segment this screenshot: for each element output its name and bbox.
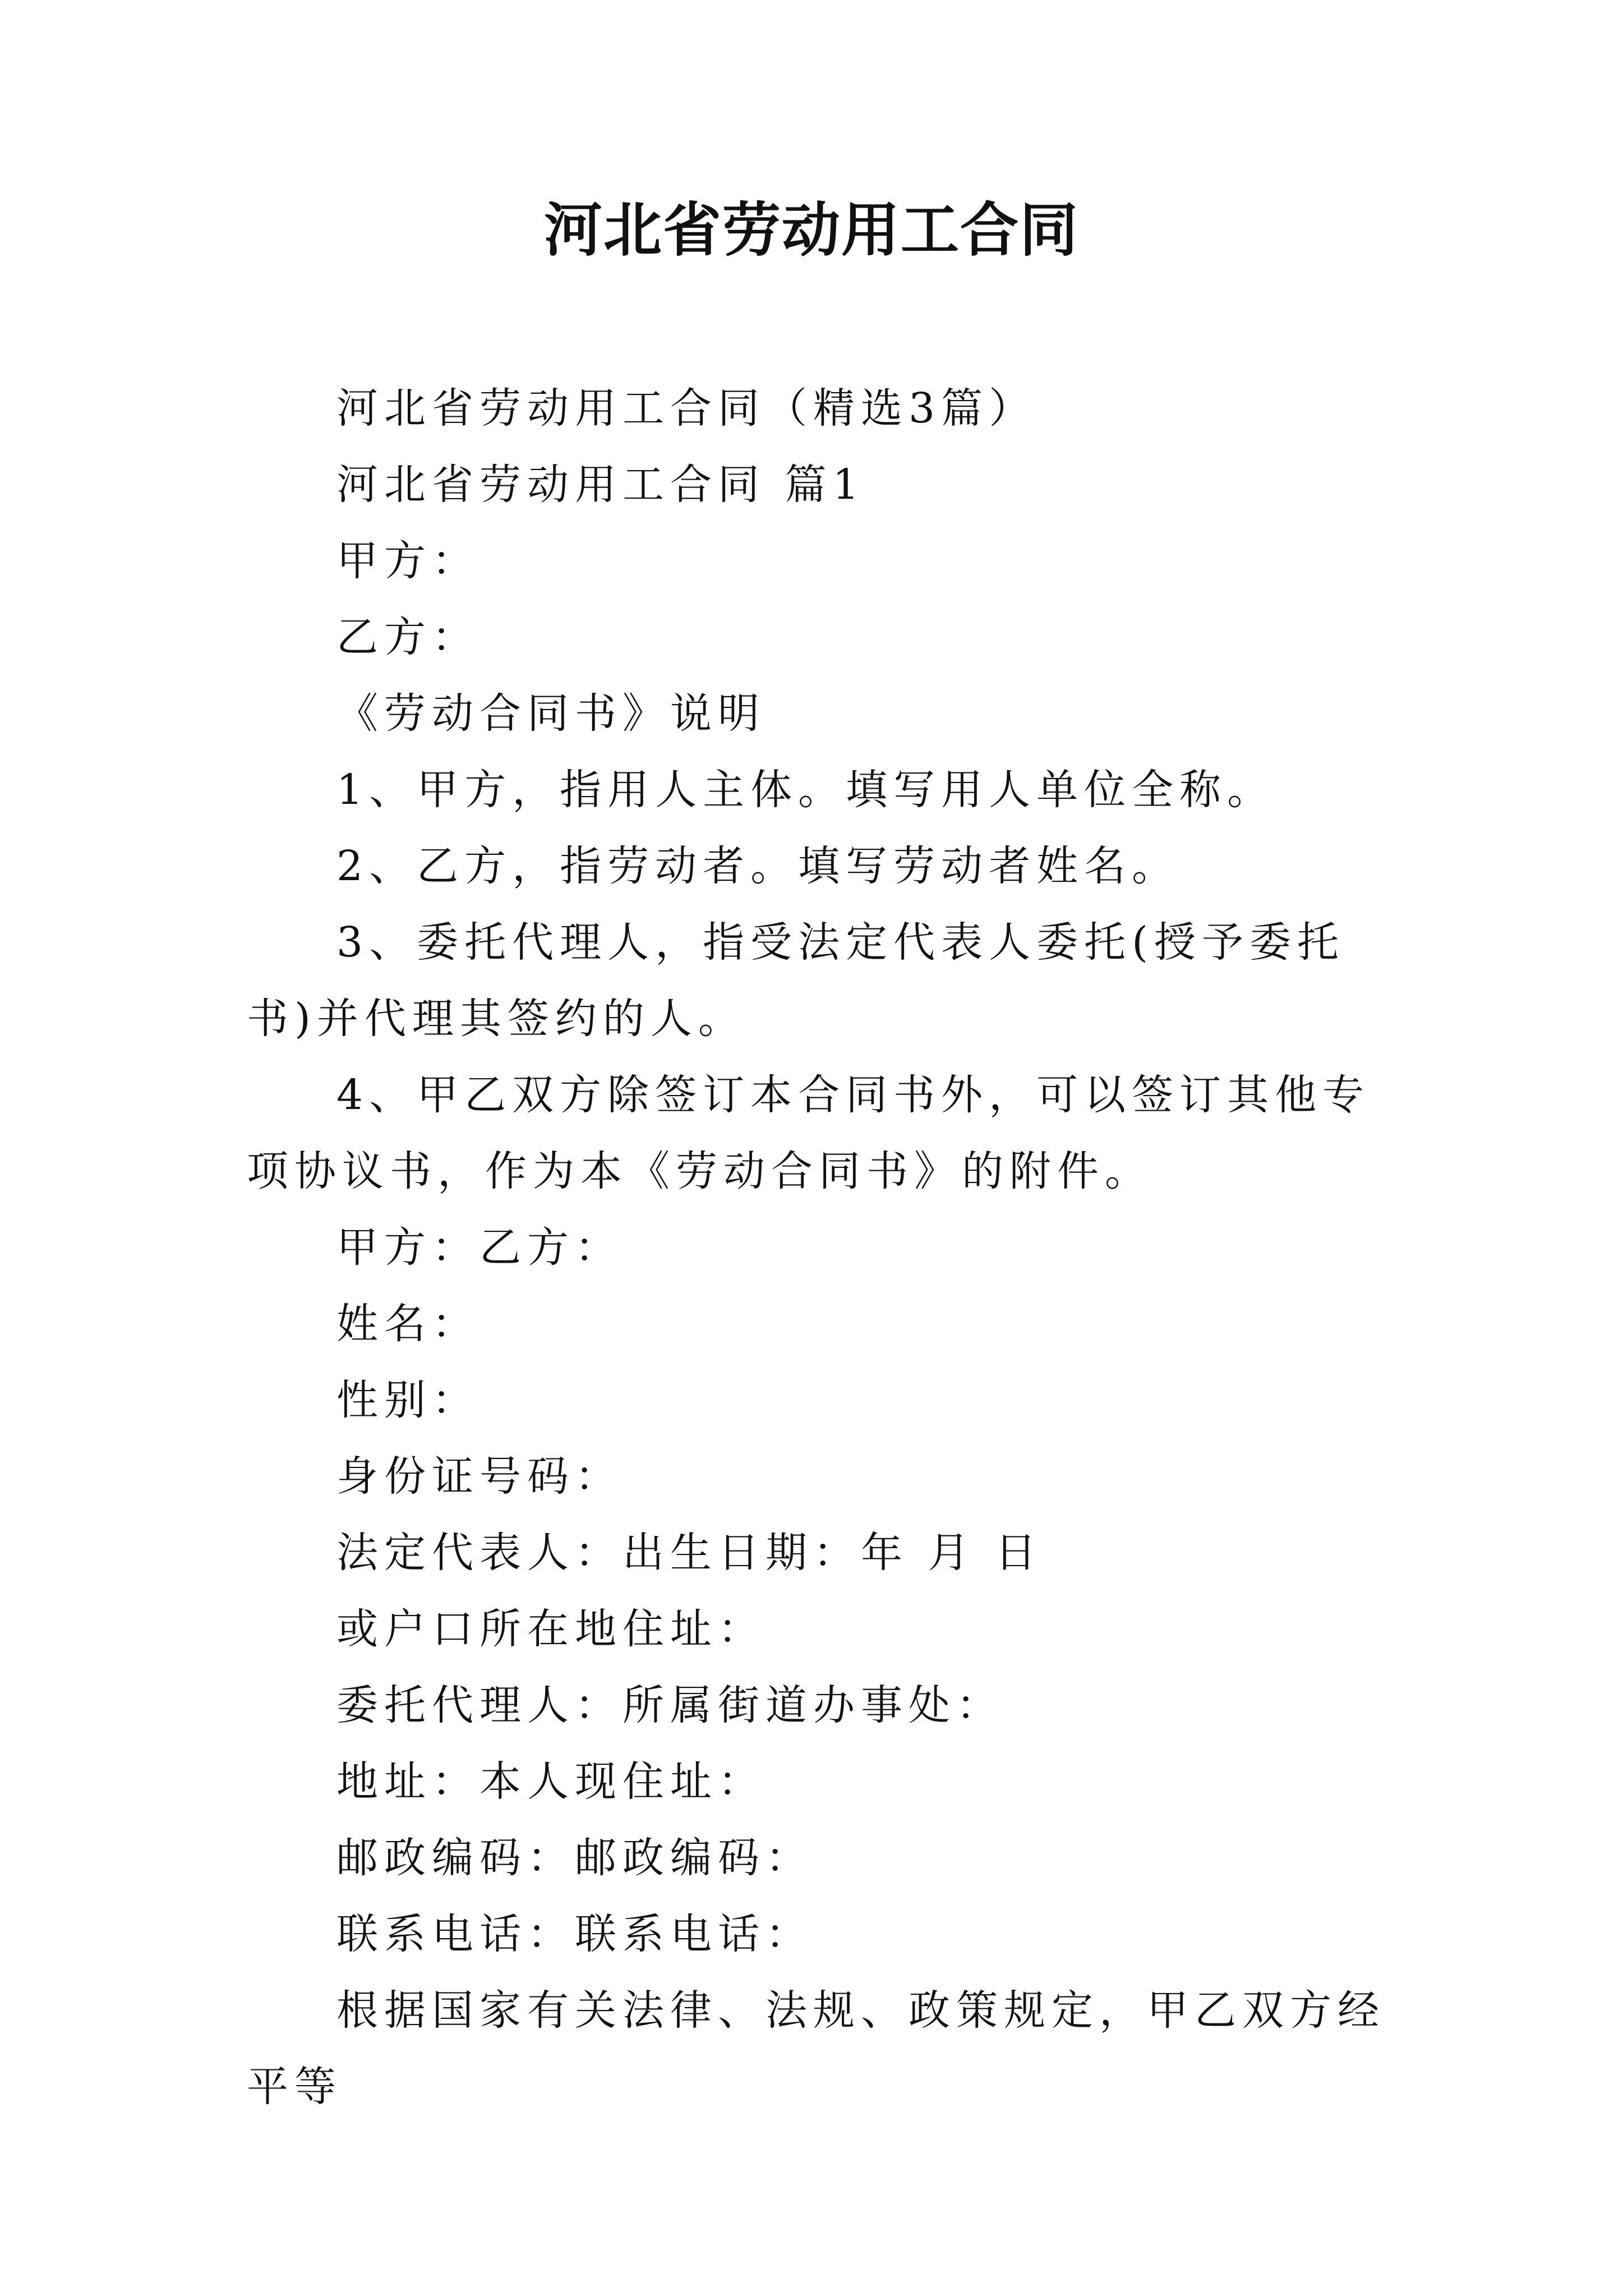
paragraph-party-b: 乙方： <box>336 613 479 661</box>
paragraph-note-2: 2、乙方，指劳动者。填写劳动者姓名。 <box>336 842 1180 890</box>
document-title: 河北省劳动用工合同 <box>543 195 1079 264</box>
paragraph-note-4: 4、甲乙双方除签订本合同书外，可以签订其他专项协议书，作为本《劳动合同书》的附件。 <box>247 1071 1371 1195</box>
paragraph-name: 姓名： <box>336 1300 479 1348</box>
paragraph-subtitle: 河北省劳动用工合同（精选3篇） <box>336 384 1037 432</box>
paragraph-id-number: 身份证号码： <box>336 1452 623 1501</box>
paragraph-explanation-heading: 《劳动合同书》说明 <box>336 689 766 738</box>
paragraph-basis: 根据国家有关法律、法规、政策规定，甲乙双方经平等 <box>247 1986 1385 2111</box>
paragraph-phone: 联系电话：联系电话： <box>336 1910 813 1958</box>
paragraph-agent: 委托代理人：所属街道办事处： <box>336 1681 1004 1729</box>
paragraph-section-heading: 河北省劳动用工合同 篇1 <box>336 461 865 509</box>
paragraph-gender: 性别： <box>336 1376 479 1424</box>
paragraph-note-1: 1、甲方，指用人主体。填写用人单位全称。 <box>336 766 1275 814</box>
paragraph-party-a: 甲方： <box>336 537 479 585</box>
paragraph-postcode: 邮政编码：邮政编码： <box>336 1834 813 1882</box>
paragraph-household-address: 或户口所在地住址： <box>336 1605 766 1653</box>
paragraph-parties: 甲方：乙方： <box>336 1223 623 1272</box>
paragraph-legal-rep: 法定代表人：出生日期：年 月 日 <box>336 1529 1043 1577</box>
paragraph-address: 地址：本人现住址： <box>336 1757 766 1806</box>
document-body <box>247 370 1391 2125</box>
paragraph-note-3: 3、委托代理人，指受法定代表人委托(授予委托书)并代理其签约的人。 <box>247 918 1345 1043</box>
